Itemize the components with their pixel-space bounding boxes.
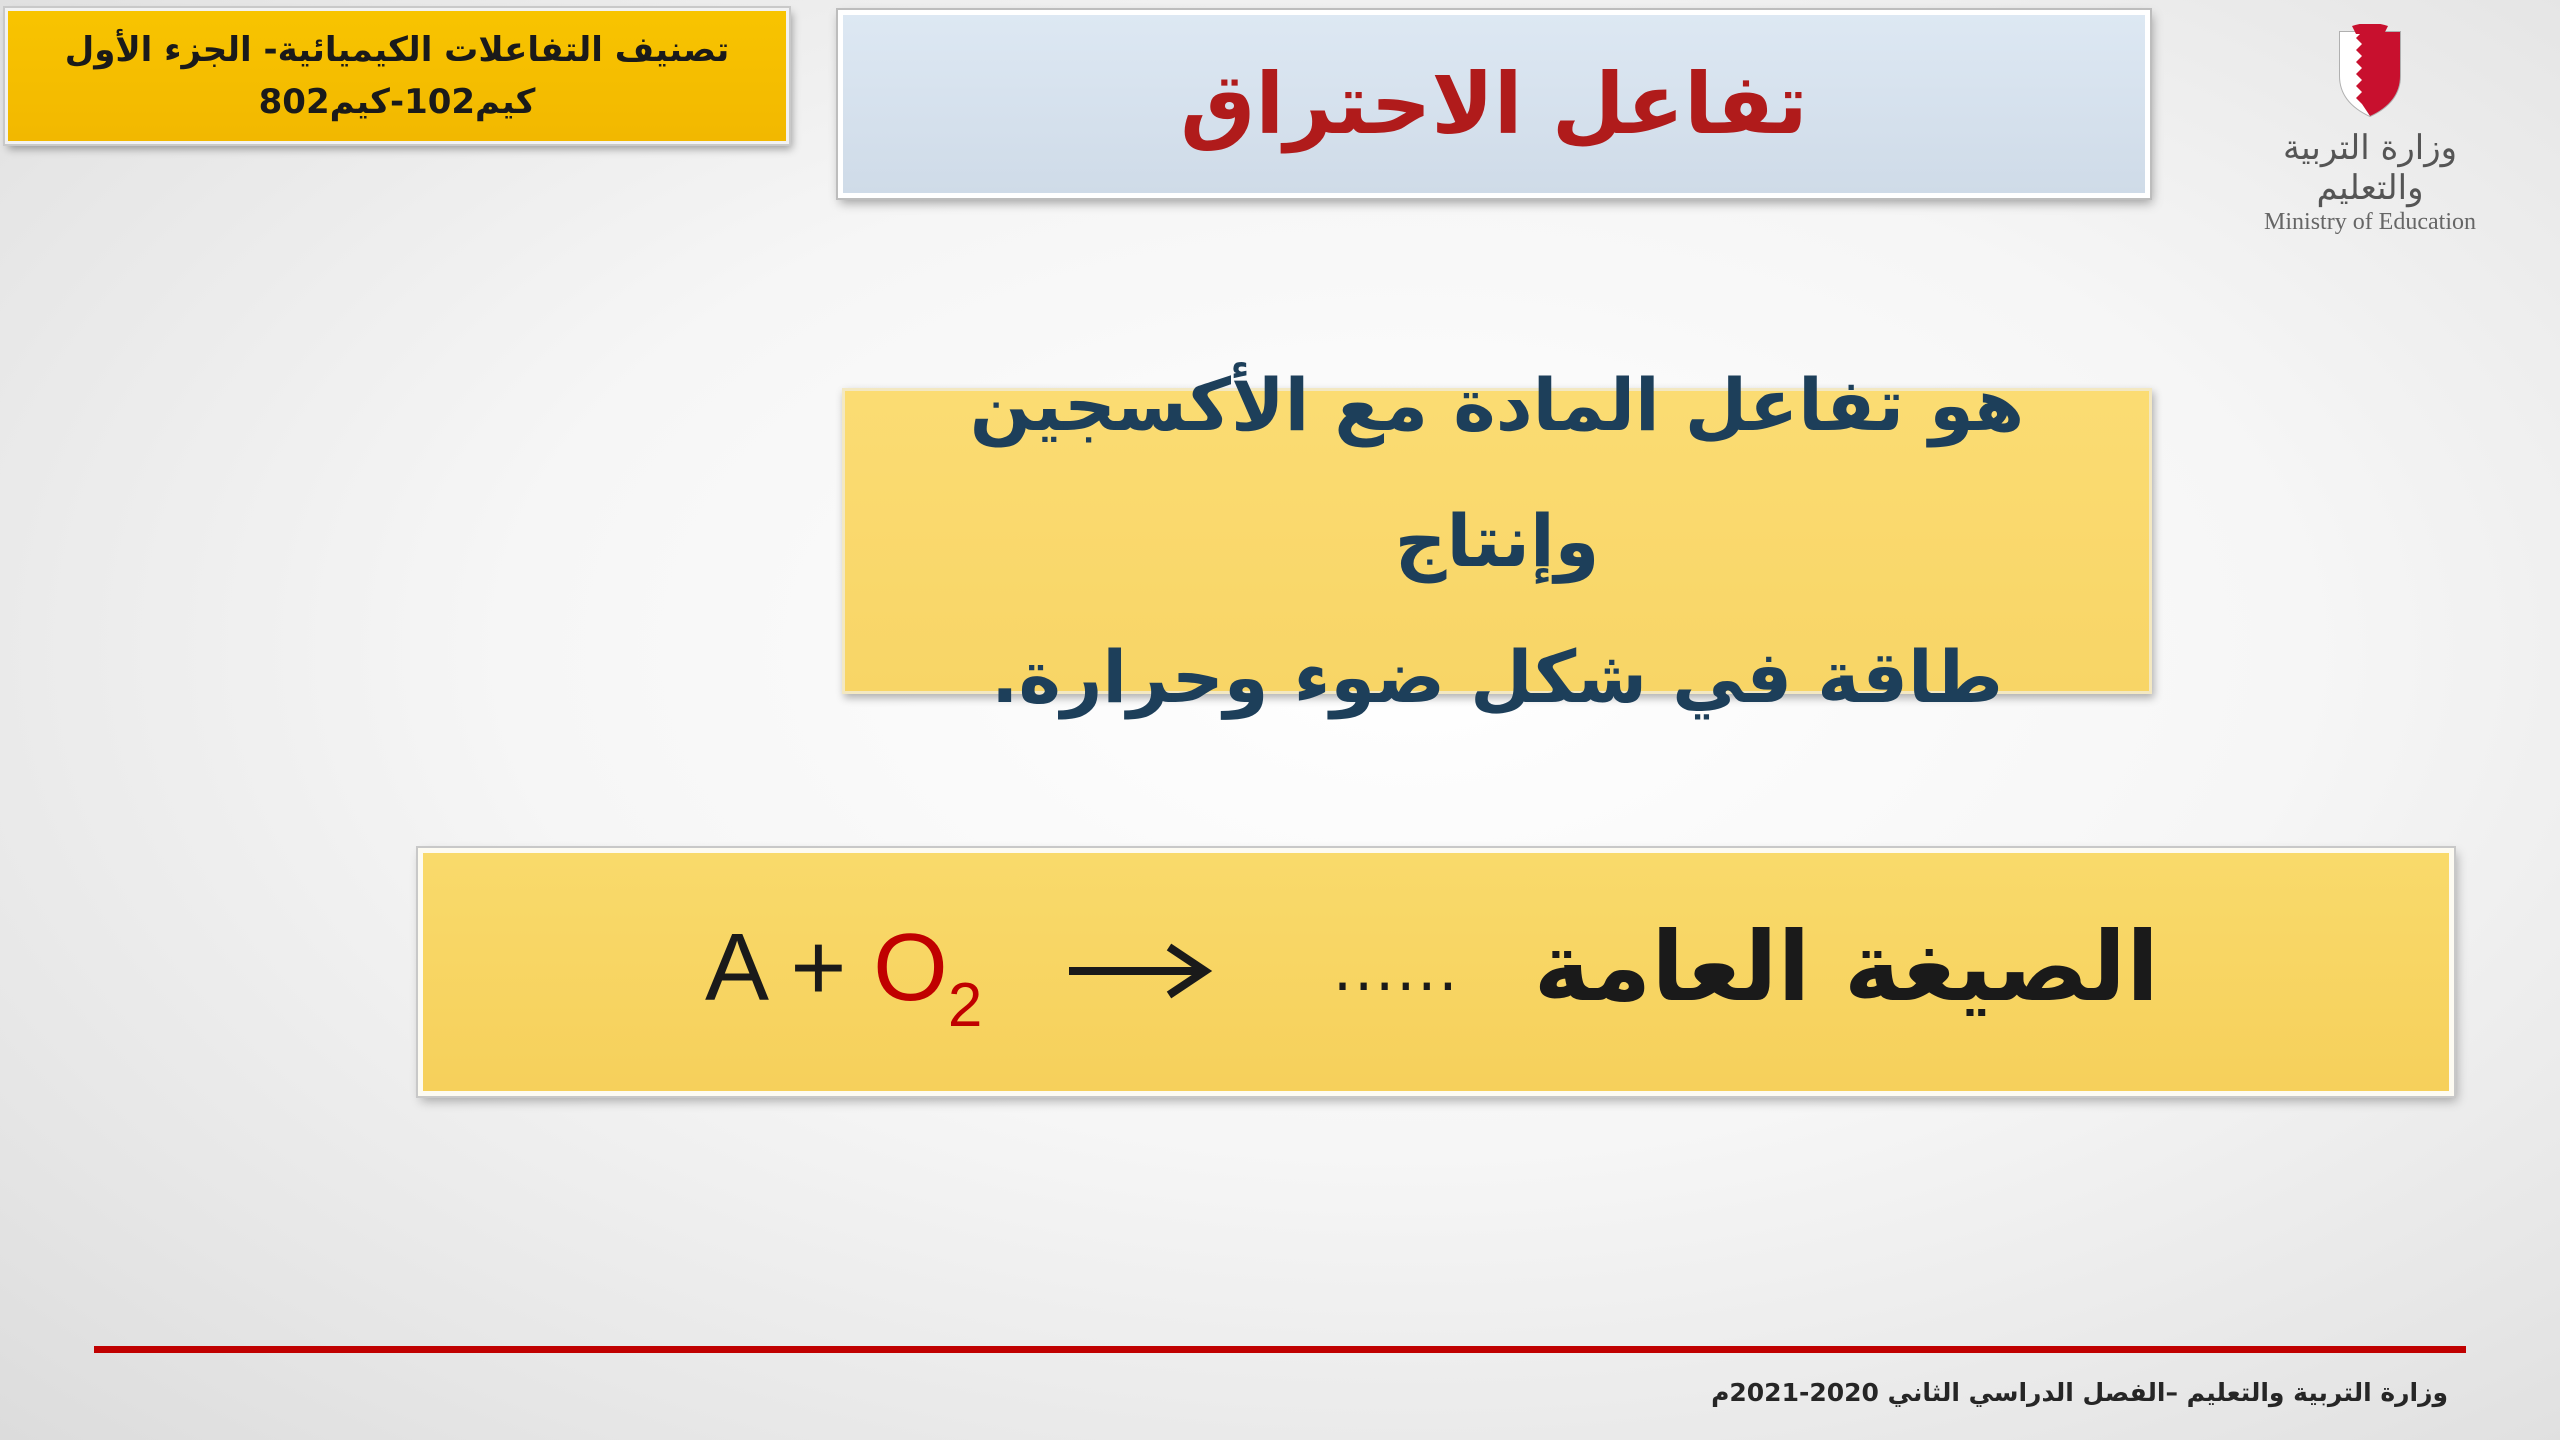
- formula-blank: ......: [1333, 935, 1460, 1005]
- footer-text: وزارة التربية والتعليم –الفصل الدراسي الثاني 2020-2021م: [1711, 1378, 2448, 1407]
- title-box: [838, 10, 2150, 198]
- course-info-box: [5, 8, 789, 144]
- formula-label: الصيغة العامة: [1533, 911, 2159, 1023]
- course-title: تصنيف التفاعلات الكيميائية- الجزء الأول: [64, 30, 730, 70]
- footer-divider: [94, 1346, 2466, 1353]
- ministry-name-english: Ministry of Education: [2264, 209, 2476, 235]
- plus-sign: +: [790, 914, 847, 1021]
- definition-line-2: طاقة في شكل ضوء وحرارة.: [991, 635, 2003, 719]
- reactant-a: A: [705, 914, 764, 1021]
- course-code: كيم102-كيم802: [258, 82, 536, 122]
- bahrain-emblem-icon: [2322, 24, 2418, 120]
- definition-text: [895, 337, 2099, 745]
- definition-line-1: هو تفاعل المادة مع الأكسجين وإنتاج: [969, 363, 2025, 583]
- oxygen-symbol: O: [873, 914, 948, 1021]
- ministry-logo: [2232, 24, 2508, 244]
- formula-equation: [705, 913, 983, 1040]
- arrow-right-icon: [1065, 941, 1215, 1001]
- definition-box: [842, 363, 2152, 719]
- oxygen-subscript: 2: [947, 971, 983, 1040]
- page-title: تفاعل الاحتراق: [1180, 55, 1808, 153]
- ministry-name-arabic: وزارة التربية والتعليم: [2282, 128, 2458, 208]
- formula-box: [418, 848, 2454, 1096]
